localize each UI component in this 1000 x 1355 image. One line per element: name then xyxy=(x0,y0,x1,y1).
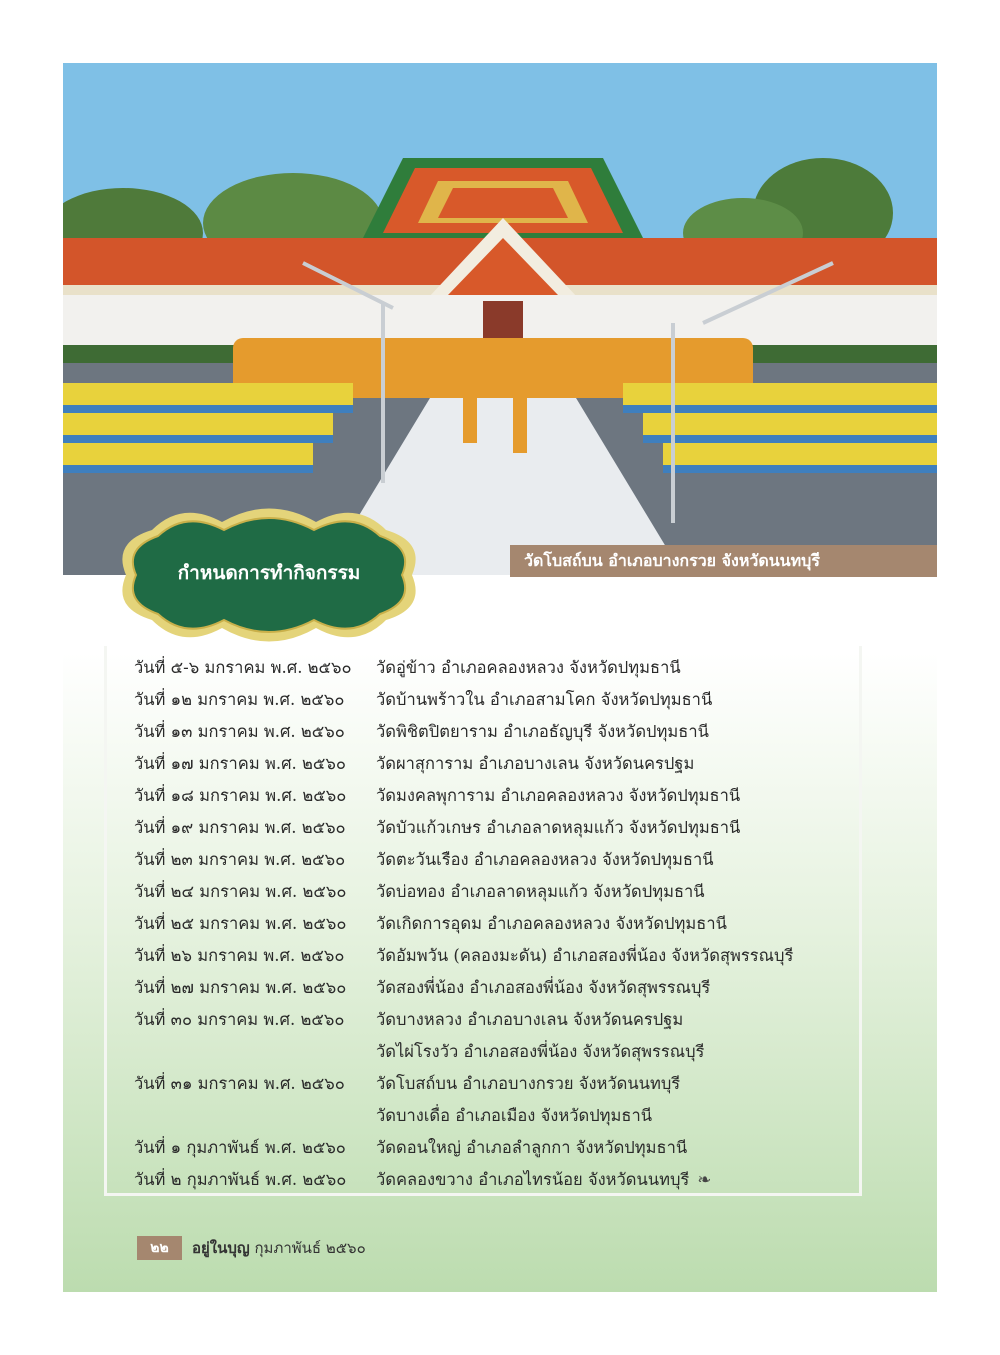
schedule-place: วัดบ้านพร้าวใน อำเภอสามโคก จังหวัดปทุมธานี xyxy=(376,690,713,709)
temple-photo xyxy=(63,63,937,575)
schedule-date: วันที่ ๑๒ มกราคม พ.ศ. ๒๕๖๐ xyxy=(134,690,345,709)
schedule-place: วัดอัมพวัน (คลองมะดัน) อำเภอสองพี่น้อง จังหวัดสุพรรณบุรี xyxy=(376,946,794,965)
schedule-row xyxy=(134,1133,854,1163)
schedule-place: วัดเกิดการอุดม อำเภอคลองหลวง จังหวัดปทุมธานี xyxy=(376,914,727,933)
schedule-row xyxy=(134,1037,854,1067)
schedule-place: วัดมงคลพุการาม อำเภอคลองหลวง จังหวัดปทุมธานี xyxy=(376,786,741,805)
schedule-row xyxy=(134,717,854,747)
photo-caption: วัดโบสถ์บน อำเภอบางกรวย จังหวัดนนทบุรี xyxy=(510,545,937,577)
schedule-date: วันที่ ๒๖ มกราคม พ.ศ. ๒๕๖๐ xyxy=(134,946,345,965)
schedule-row xyxy=(134,813,854,843)
schedule-place: วัดไผ่โรงวัว อำเภอสองพี่น้อง จังหวัดสุพรรณบุรี xyxy=(376,1042,705,1061)
schedule-date: วันที่ ๑ กุมภาพันธ์ พ.ศ. ๒๕๖๐ xyxy=(134,1138,346,1157)
schedule-row xyxy=(134,781,854,811)
schedule-place: วัดบางเดื่อ อำเภอเมือง จังหวัดปทุมธานี xyxy=(376,1106,653,1125)
schedule-row xyxy=(134,941,854,971)
page-number: ๒๒ xyxy=(137,1236,182,1260)
schedule-date: วันที่ ๒ กุมภาพันธ์ พ.ศ. ๒๕๖๐ xyxy=(134,1170,347,1189)
schedule-place: วัดบ่อทอง อำเภอลาดหลุมแก้ว จังหวัดปทุมธานี xyxy=(376,882,705,901)
schedule-place: วัดโบสถ์บน อำเภอบางกรวย จังหวัดนนทบุรี xyxy=(376,1074,681,1093)
schedule-place: วัดอู่ข้าว อำเภอคลองหลวง จังหวัดปทุมธานี xyxy=(376,658,681,677)
footer-info xyxy=(192,1236,366,1260)
schedule-date: วันที่ ๒๓ มกราคม พ.ศ. ๒๕๖๐ xyxy=(134,850,346,869)
schedule-place: วัดตะวันเรือง อำเภอคลองหลวง จังหวัดปทุมธานี xyxy=(376,850,714,869)
schedule-place: วัดบัวแก้วเกษร อำเภอลาดหลุมแก้ว จังหวัดปทุมธานี xyxy=(376,818,741,837)
schedule-date: วันที่ ๒๗ มกราคม พ.ศ. ๒๕๖๐ xyxy=(134,978,347,997)
schedule-row xyxy=(134,1101,854,1131)
leaf-end-icon: ❧ xyxy=(697,1170,712,1189)
section-title: กำหนดการทำกิจกรรม xyxy=(177,562,361,584)
schedule-row xyxy=(134,749,854,779)
schedule-row xyxy=(134,877,854,907)
schedule-date: วันที่ ๑๗ มกราคม พ.ศ. ๒๕๖๐ xyxy=(134,754,346,773)
temple-illustration xyxy=(63,63,937,575)
schedule-place xyxy=(376,1165,711,1195)
schedule-date: วันที่ ๒๕ มกราคม พ.ศ. ๒๕๖๐ xyxy=(134,914,347,933)
schedule-date: วันที่ ๓๐ มกราคม พ.ศ. ๒๕๖๐ xyxy=(134,1010,345,1029)
schedule-place-text: วัดคลองขวาง อำเภอไทรน้อย จังหวัดนนทบุรี xyxy=(376,1170,690,1189)
schedule-row xyxy=(134,973,854,1003)
schedule-row xyxy=(134,845,854,875)
schedule-place: วัดผาสุการาม อำเภอบางเลน จังหวัดนครปฐม xyxy=(376,754,695,773)
schedule-date: วันที่ ๑๓ มกราคม พ.ศ. ๒๕๖๐ xyxy=(134,722,345,741)
schedule-row xyxy=(134,1165,854,1195)
schedule-place: วัดบางหลวง อำเภอบางเลน จังหวัดนครปฐม xyxy=(376,1010,684,1029)
schedule-date: วันที่ ๕-๖ มกราคม พ.ศ. ๒๕๖๐ xyxy=(134,658,352,677)
schedule-date: วันที่ ๑๙ มกราคม พ.ศ. ๒๕๖๐ xyxy=(134,818,346,837)
schedule-row xyxy=(134,1005,854,1035)
schedule-row xyxy=(134,1069,854,1099)
schedule-place: วัดพิชิตปิตยาราม อำเภอธัญบุรี จังหวัดปทุมธานี xyxy=(376,722,709,741)
schedule-place: วัดสองพี่น้อง อำเภอสองพี่น้อง จังหวัดสุพรรณบุรี xyxy=(376,978,711,997)
schedule-date: วันที่ ๒๔ มกราคม พ.ศ. ๒๕๖๐ xyxy=(134,882,347,901)
schedule-row xyxy=(134,653,854,683)
issue-date: กุมภาพันธ์ ๒๕๖๐ xyxy=(254,1239,366,1257)
schedule-date: วันที่ ๓๑ มกราคม พ.ศ. ๒๕๖๐ xyxy=(134,1074,345,1093)
schedule-row xyxy=(134,909,854,939)
schedule-date: วันที่ ๑๘ มกราคม พ.ศ. ๒๕๖๐ xyxy=(134,786,347,805)
schedule-place: วัดดอนใหญ่ อำเภอลำลูกกา จังหวัดปทุมธานี xyxy=(376,1138,688,1157)
schedule-row xyxy=(134,685,854,715)
magazine-name: อยู่ในบุญ xyxy=(192,1239,250,1257)
